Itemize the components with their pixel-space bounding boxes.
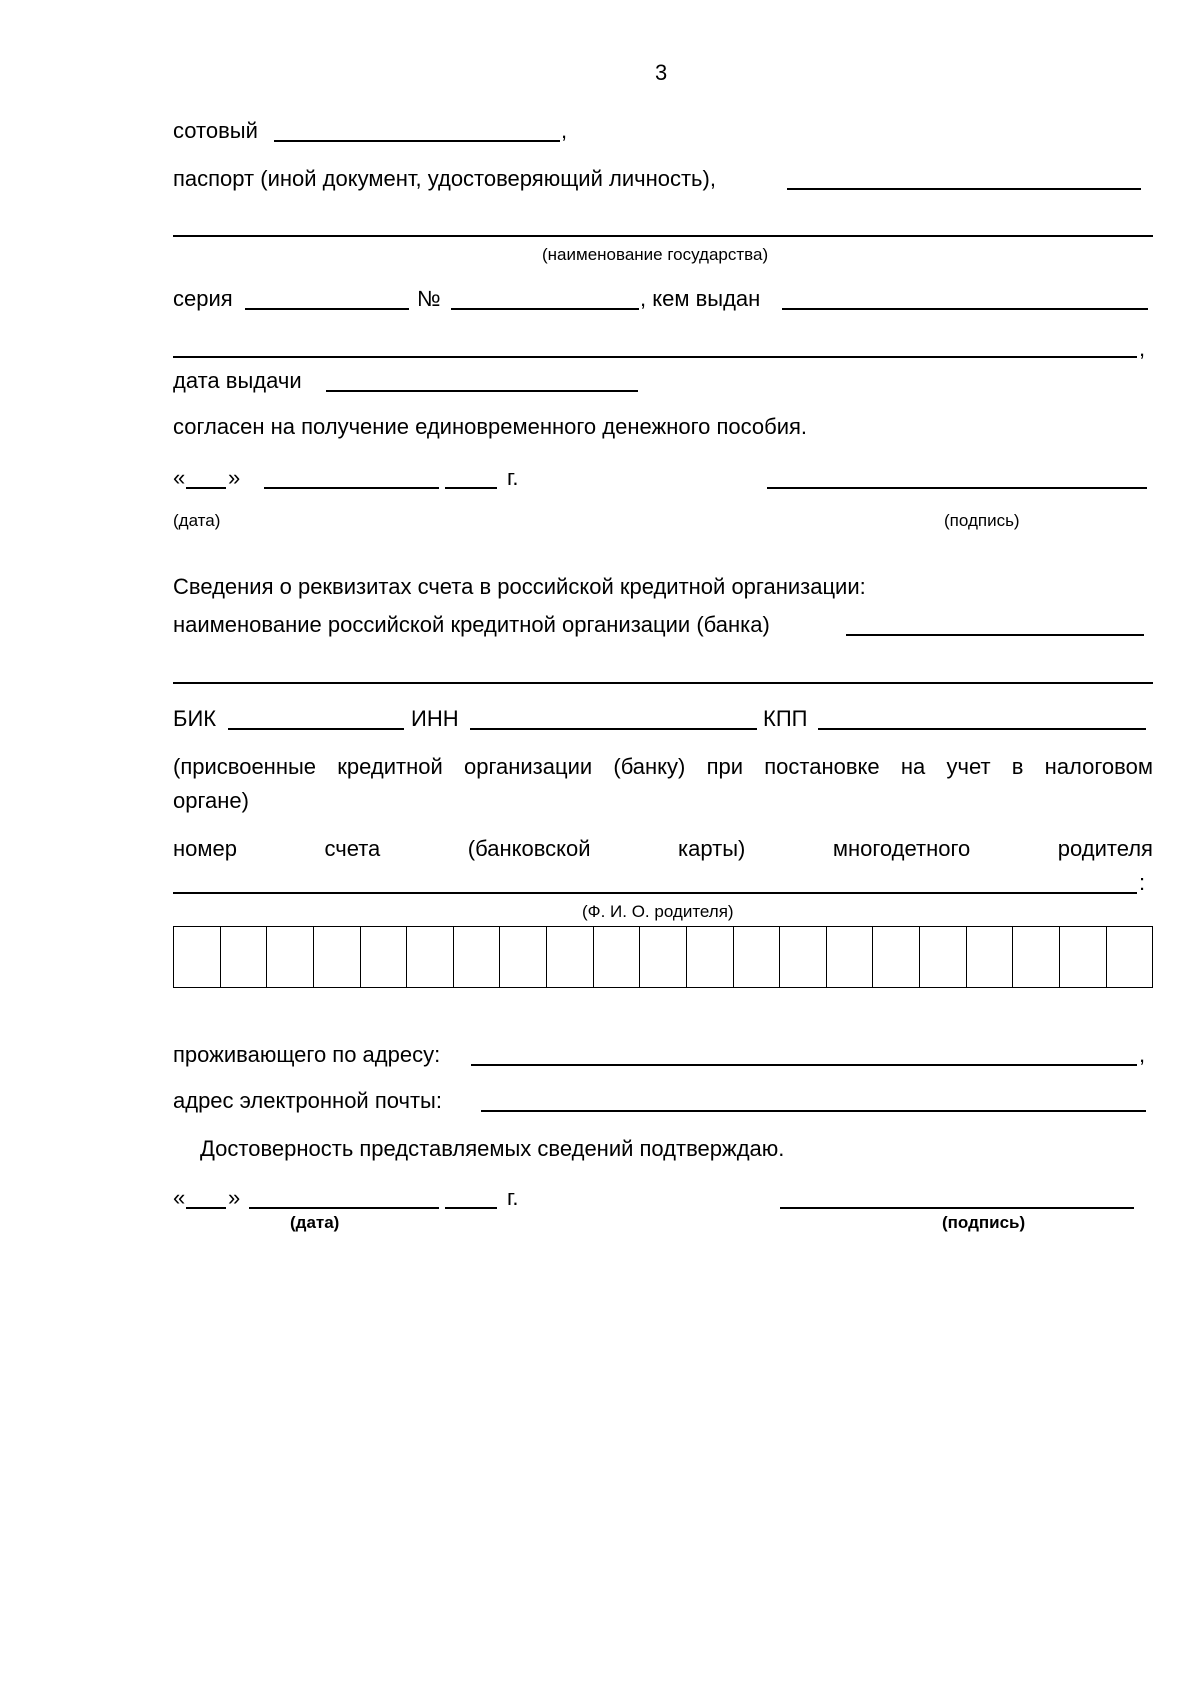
bank-note-line1 xyxy=(173,756,1153,778)
passport-label: паспорт (иной документ, удостоверяющий личность), xyxy=(173,166,716,191)
issued-by-field-2[interactable] xyxy=(173,356,1137,358)
date2-caption: (дата) xyxy=(290,1213,340,1232)
bank-note-word: (присвоенные xyxy=(173,754,317,779)
issue-date-field[interactable] xyxy=(326,390,638,392)
date1-quote-close: » xyxy=(228,465,241,490)
issued-by-field[interactable] xyxy=(782,308,1148,310)
date1-quote-open: « xyxy=(173,465,186,490)
number-field[interactable] xyxy=(451,308,639,310)
bank-heading: Сведения о реквизитах счета в российской кредитной организации: xyxy=(173,574,866,599)
bank-note-word: учет xyxy=(946,754,991,779)
account-digit-cell[interactable] xyxy=(827,927,874,987)
issued-by-label: , кем выдан xyxy=(640,286,761,311)
issue-date-label: дата выдачи xyxy=(173,368,302,393)
date2-quote-open: « xyxy=(173,1185,186,1210)
series-label: серия xyxy=(173,286,233,311)
bank-note-word: кредитной xyxy=(337,754,443,779)
account-word: номер xyxy=(173,836,237,861)
account-digit-cell[interactable] xyxy=(221,927,268,987)
date1-year-field[interactable] xyxy=(445,487,497,489)
mobile-comma: , xyxy=(561,118,568,143)
account-digit-cell[interactable] xyxy=(500,927,547,987)
parent-name-colon: : xyxy=(1139,870,1146,895)
account-number-grid xyxy=(173,926,1153,988)
parent-name-field[interactable] xyxy=(173,892,1137,894)
date2-quote-close: » xyxy=(228,1185,241,1210)
account-word: родителя xyxy=(1057,836,1153,861)
account-digit-cell[interactable] xyxy=(267,927,314,987)
account-digit-cell[interactable] xyxy=(454,927,501,987)
account-word: счета xyxy=(324,836,381,861)
issued-by-comma: , xyxy=(1139,336,1146,361)
page-number: 3 xyxy=(655,60,668,85)
date1-caption: (дата) xyxy=(173,511,221,530)
date2-day-field[interactable] xyxy=(186,1207,226,1209)
bank-note-word: (банку) xyxy=(613,754,686,779)
account-word: карты) xyxy=(678,836,746,861)
email-field[interactable] xyxy=(481,1110,1146,1112)
country-field[interactable] xyxy=(173,235,1153,237)
bank-note-word: постановке xyxy=(764,754,880,779)
bank-note-word: при xyxy=(706,754,744,779)
address-label: проживающего по адресу: xyxy=(173,1042,441,1067)
inn-field[interactable] xyxy=(470,728,757,730)
kpp-label: КПП xyxy=(763,706,808,731)
parent-name-caption: (Ф. И. О. родителя) xyxy=(582,902,734,921)
signature1-field[interactable] xyxy=(767,487,1147,489)
account-digit-cell[interactable] xyxy=(967,927,1014,987)
bik-field[interactable] xyxy=(228,728,404,730)
bank-note-word: на xyxy=(900,754,926,779)
signature2-field[interactable] xyxy=(780,1207,1134,1209)
account-digit-cell[interactable] xyxy=(1060,927,1107,987)
number-label: № xyxy=(417,286,441,311)
bank-note-line2: органе) xyxy=(173,788,249,813)
bank-note-word: налоговом xyxy=(1044,754,1153,779)
date1-day-field[interactable] xyxy=(186,487,226,489)
account-digit-cell[interactable] xyxy=(407,927,454,987)
account-digit-cell[interactable] xyxy=(547,927,594,987)
account-word: многодетного xyxy=(832,836,971,861)
date1-month-field[interactable] xyxy=(264,487,439,489)
account-line xyxy=(173,838,1153,860)
account-digit-cell[interactable] xyxy=(873,927,920,987)
account-digit-cell[interactable] xyxy=(1013,927,1060,987)
bank-name-field-2[interactable] xyxy=(173,682,1153,684)
consent-text: согласен на получение единовременного денежного пособия. xyxy=(173,414,808,439)
date2-year-field[interactable] xyxy=(445,1207,497,1209)
signature2-caption: (подпись) xyxy=(942,1213,1026,1232)
inn-label: ИНН xyxy=(411,706,459,731)
country-caption: (наименование государства) xyxy=(542,245,769,264)
account-digit-cell[interactable] xyxy=(314,927,361,987)
account-digit-cell[interactable] xyxy=(640,927,687,987)
bank-note-word: в xyxy=(1011,754,1024,779)
date2-year-suffix: г. xyxy=(507,1185,519,1210)
account-word: (банковской xyxy=(467,836,591,861)
address-comma: , xyxy=(1139,1042,1146,1067)
bank-name-label: наименование российской кредитной организации (банка) xyxy=(173,612,770,637)
account-digit-cell[interactable] xyxy=(734,927,781,987)
email-label: адрес электронной почты: xyxy=(173,1088,442,1113)
passport-field[interactable] xyxy=(787,188,1141,190)
bank-note-word: организации xyxy=(463,754,593,779)
series-field[interactable] xyxy=(245,308,409,310)
kpp-field[interactable] xyxy=(818,728,1146,730)
account-digit-cell[interactable] xyxy=(361,927,408,987)
account-digit-cell[interactable] xyxy=(594,927,641,987)
date2-month-field[interactable] xyxy=(249,1207,439,1209)
bik-label: БИК xyxy=(173,706,217,731)
bank-name-field[interactable] xyxy=(846,634,1144,636)
address-field[interactable] xyxy=(471,1064,1137,1066)
signature1-caption: (подпись) xyxy=(944,511,1020,530)
account-digit-cell[interactable] xyxy=(780,927,827,987)
mobile-field[interactable] xyxy=(274,140,560,142)
account-digit-cell[interactable] xyxy=(1107,927,1153,987)
date1-year-suffix: г. xyxy=(507,465,519,490)
account-digit-cell[interactable] xyxy=(920,927,967,987)
account-digit-cell[interactable] xyxy=(687,927,734,987)
account-digit-cell[interactable] xyxy=(174,927,221,987)
mobile-label: сотовый xyxy=(173,118,258,143)
confirm-text: Достоверность представляемых сведений подтверждаю. xyxy=(200,1136,785,1161)
